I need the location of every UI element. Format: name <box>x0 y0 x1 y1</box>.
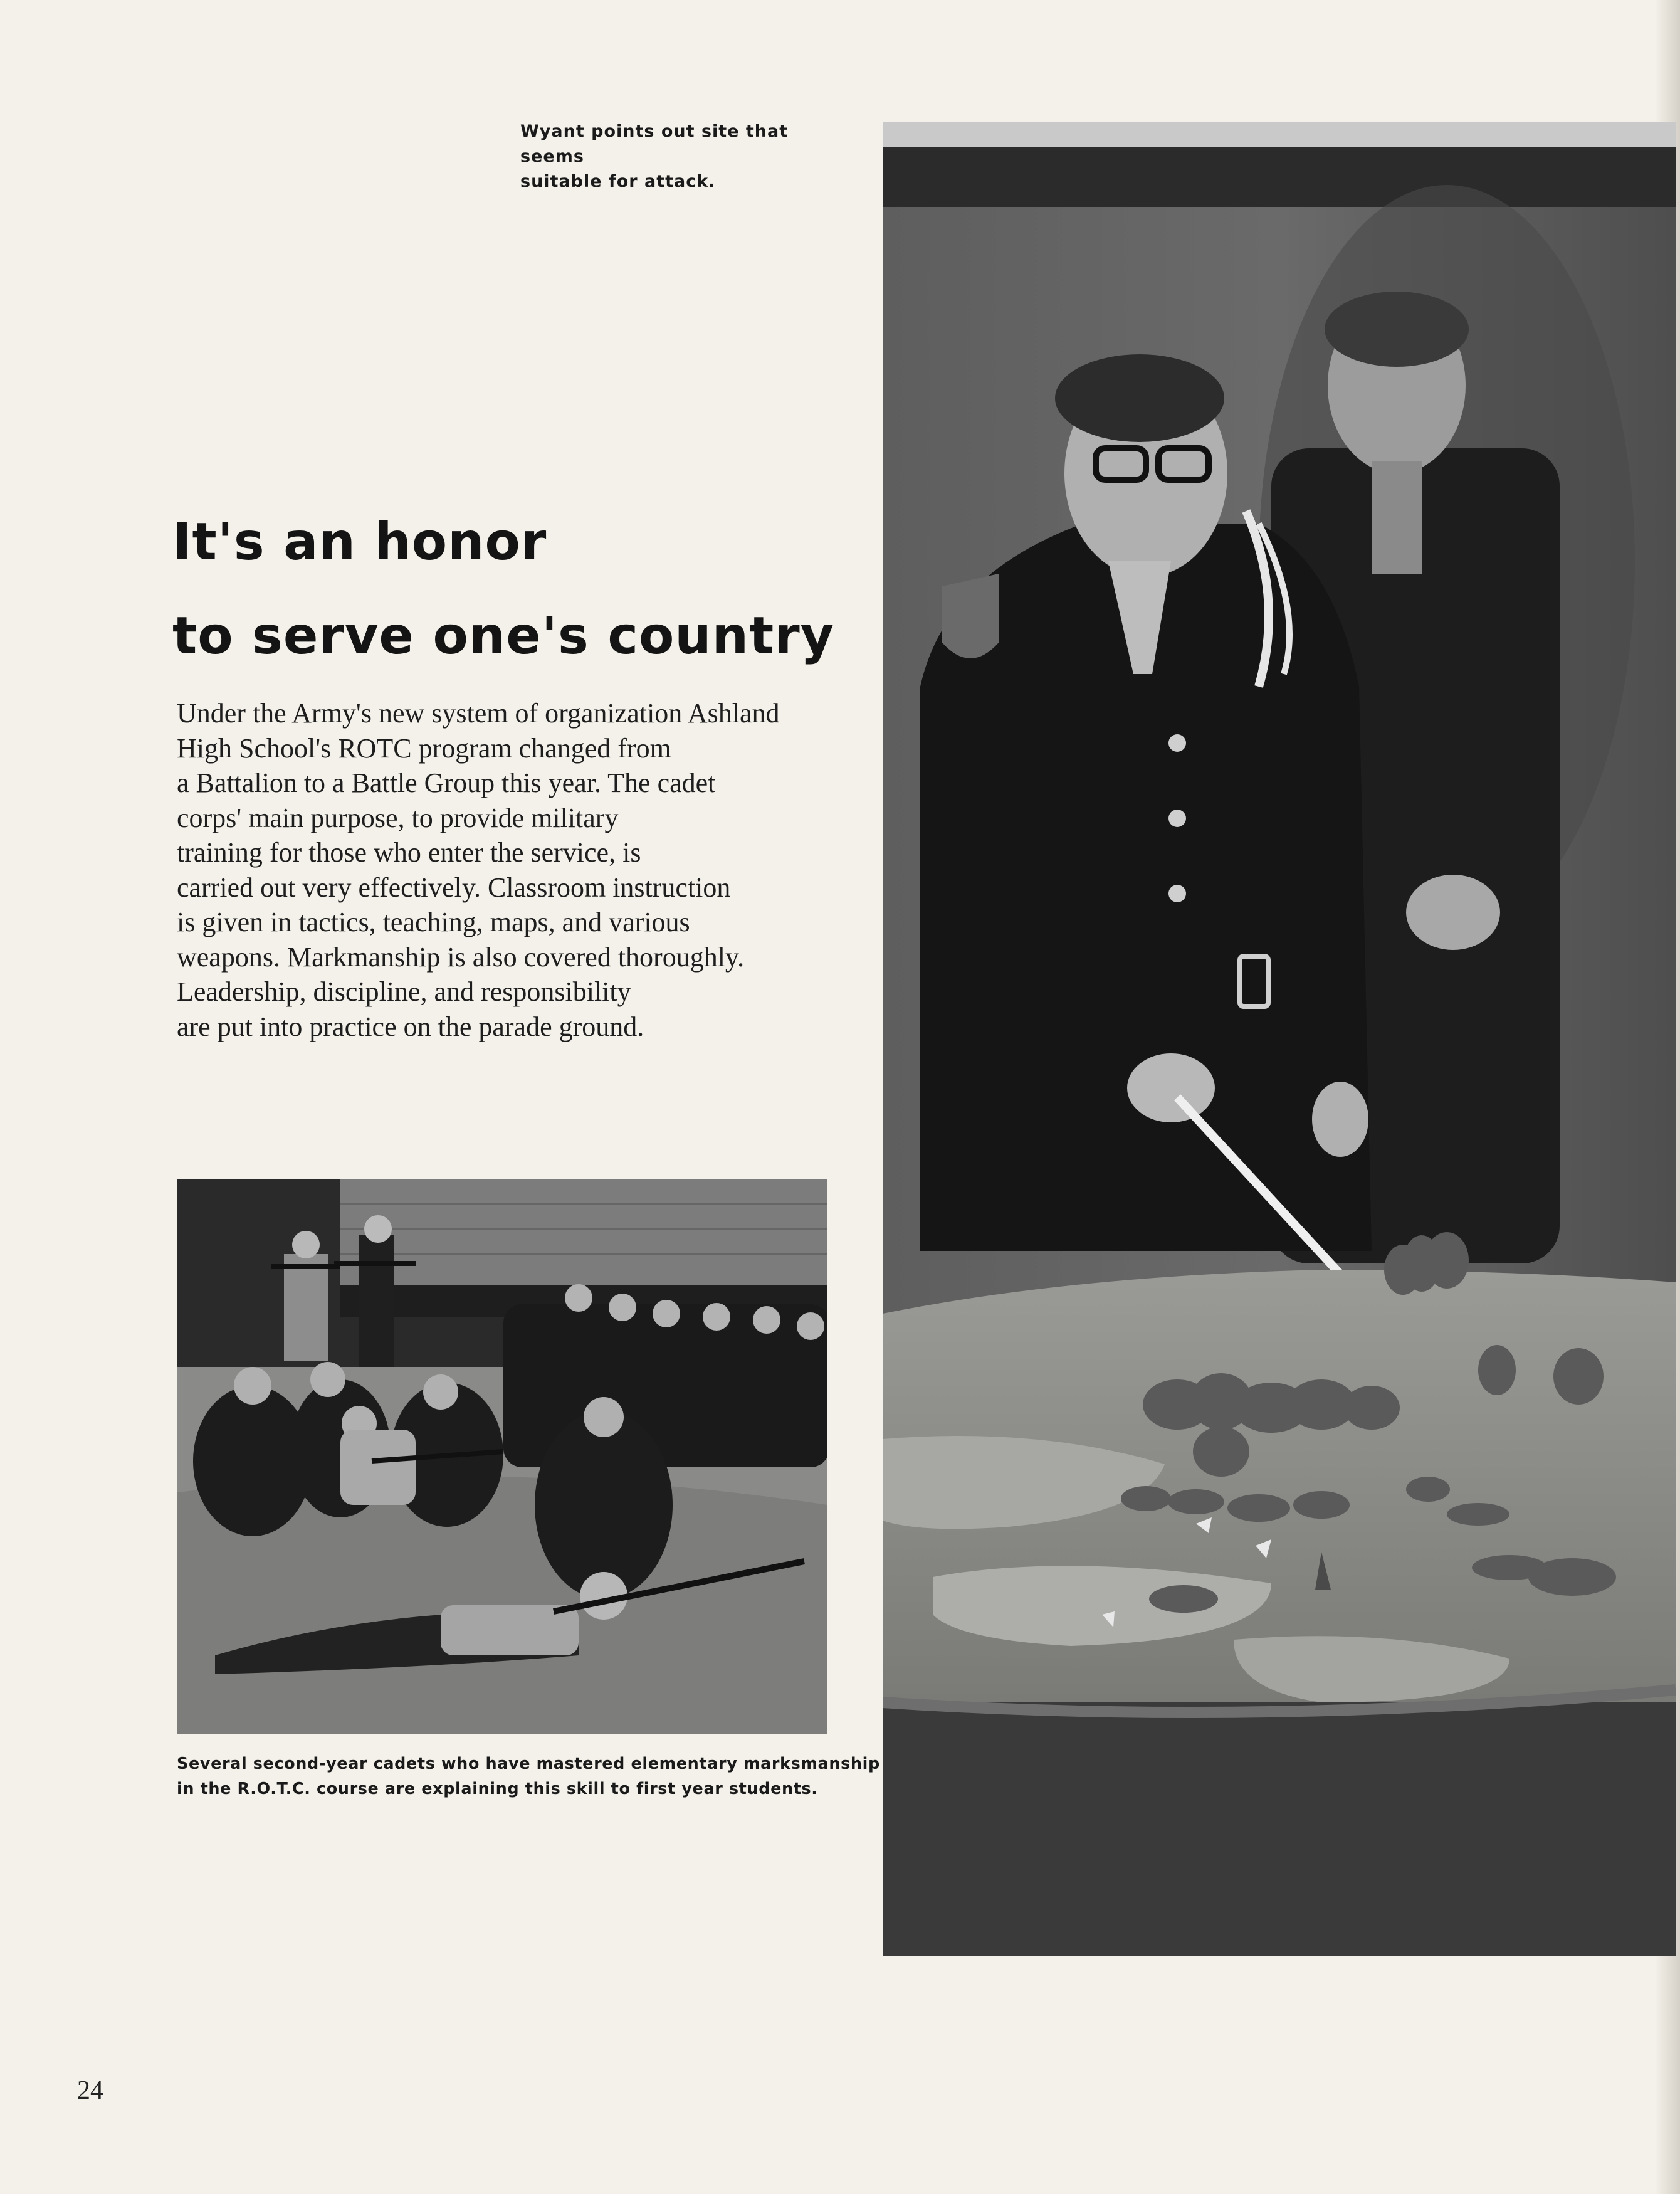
caption-line: Wyant points out site that seems <box>520 122 789 166</box>
body-line: High School's ROTC program changed from <box>177 732 671 764</box>
body-paragraph <box>177 696 841 1044</box>
body-line: weapons. Markmanship is also covered thoroughly. <box>177 941 745 973</box>
caption-line: in the R.O.T.C. course are explaining this skill to first year students. <box>177 1780 818 1798</box>
caption-line: suitable for attack. <box>520 172 716 191</box>
body-line: corps' main purpose, to provide military <box>177 802 619 833</box>
headline-line-1: It's an honor <box>172 512 547 572</box>
body-line: a Battalion to a Battle Group this year. The cadet <box>177 767 716 798</box>
page-number: 24 <box>77 2076 103 2105</box>
headline-line-2: to serve one's country <box>172 606 835 666</box>
bottom-photo-caption <box>177 1751 880 1801</box>
body-line: training for those who enter the service, is <box>177 837 641 868</box>
body-line: are put into practice on the parade ground. <box>177 1011 644 1042</box>
headline <box>172 495 862 683</box>
top-photo-caption <box>520 119 846 194</box>
main-photo <box>883 122 1676 1956</box>
body-line: is given in tactics, teaching, maps, and various <box>177 907 690 937</box>
body-line: Leadership, discipline, and responsibility <box>177 976 631 1007</box>
body-line: Under the Army's new system of organization Ashland <box>177 698 780 729</box>
caption-line: Several second-year cadets who have mastered elementary marksmanship <box>177 1754 880 1773</box>
body-line: carried out very effectively. Classroom instruction <box>177 872 731 903</box>
marksmanship-photo <box>177 1179 827 1734</box>
